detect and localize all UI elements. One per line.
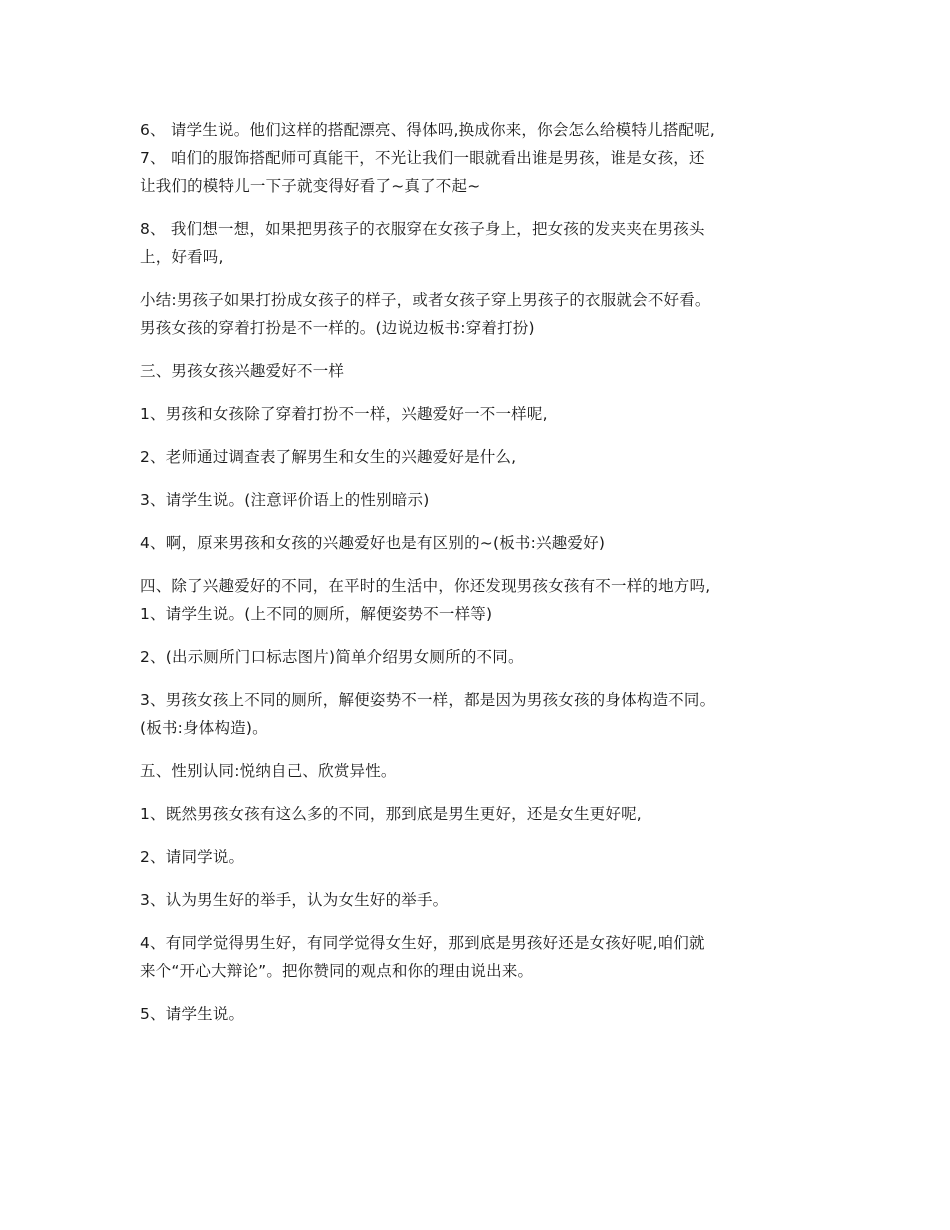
text-line: 五、性别认同:悦纳自己、欣赏异性。 (140, 762, 397, 780)
paragraph-item (140, 443, 820, 471)
paragraph-item (140, 800, 820, 828)
paragraph-item-8 (140, 215, 820, 271)
text-line: 男孩女孩的穿着打扮是不一样的。(边说边板书:穿着打扮) (140, 319, 535, 337)
paragraph-item (140, 886, 820, 914)
paragraph-item (140, 529, 820, 557)
text-line: 3、男孩女孩上不同的厕所，解便姿势不一样，都是因为男孩女孩的身体构造不同。 (140, 691, 716, 709)
paragraph-item (140, 643, 820, 671)
text-line: 小结:男孩子如果打扮成女孩子的样子，或者女孩子穿上男孩子的衣服就会不好看。 (140, 291, 711, 309)
text-line: 1、男孩和女孩除了穿着打扮不一样，兴趣爱好一不一样呢, (140, 405, 548, 423)
text-line: 3、请学生说。(注意评价语上的性别暗示) (140, 491, 430, 509)
section-heading-4 (140, 572, 820, 600)
paragraph-item (140, 486, 820, 514)
text-line: 四、除了兴趣爱好的不同，在平时的生活中，你还发现男孩女孩有不一样的地方吗, (140, 577, 711, 595)
paragraph-item (140, 400, 820, 428)
paragraph-item (140, 686, 820, 742)
text-line: 5、请学生说。 (140, 1005, 245, 1023)
text-line: 4、有同学觉得男生好，有同学觉得女生好，那到底是男孩好还是女孩好呢,咱们就 (140, 934, 705, 952)
paragraph-item (140, 929, 820, 985)
paragraph-item-6 (140, 116, 820, 144)
paragraph-item (140, 843, 820, 871)
text-line: 来个“开心大辩论”。把你赞同的观点和你的理由说出来。 (140, 962, 534, 980)
text-line: 1、请学生说。(上不同的厕所，解便姿势不一样等) (140, 605, 493, 623)
paragraph-summary (140, 286, 820, 342)
text-line: 2、(出示厕所门口标志图片)简单介绍男女厕所的不同。 (140, 648, 524, 666)
text-line: 7、 咱们的服饰搭配师可真能干，不光让我们一眼就看出谁是男孩，谁是女孩，还 (140, 149, 705, 167)
text-line: 3、认为男生好的举手，认为女生好的举手。 (140, 891, 449, 909)
text-line: 让我们的模特儿一下子就变得好看了~真了不起~ (140, 177, 481, 195)
text-line: 三、男孩女孩兴趣爱好不一样 (140, 362, 345, 380)
text-line: 4、啊，原来男孩和女孩的兴趣爱好也是有区别的~(板书:兴趣爱好) (140, 534, 606, 552)
paragraph-item (140, 1000, 820, 1028)
paragraph-item (140, 600, 820, 628)
text-line: 上，好看吗, (140, 248, 224, 266)
text-line: 2、老师通过调查表了解男生和女生的兴趣爱好是什么, (140, 448, 517, 466)
section-heading-3 (140, 357, 820, 385)
text-line: 6、 请学生说。他们这样的搭配漂亮、得体吗,换成你来，你会怎么给模特儿搭配呢, (140, 121, 715, 139)
text-line: (板书:身体构造)。 (140, 719, 268, 737)
text-line: 2、请同学说。 (140, 848, 245, 866)
paragraph-item-7 (140, 144, 820, 200)
text-line: 8、 我们想一想，如果把男孩子的衣服穿在女孩子身上，把女孩的发夹夹在男孩头 (140, 220, 705, 238)
text-line: 1、既然男孩女孩有这么多的不同，那到底是男生更好，还是女生更好呢, (140, 805, 642, 823)
section-heading-5 (140, 757, 820, 785)
document-body (140, 116, 820, 1043)
